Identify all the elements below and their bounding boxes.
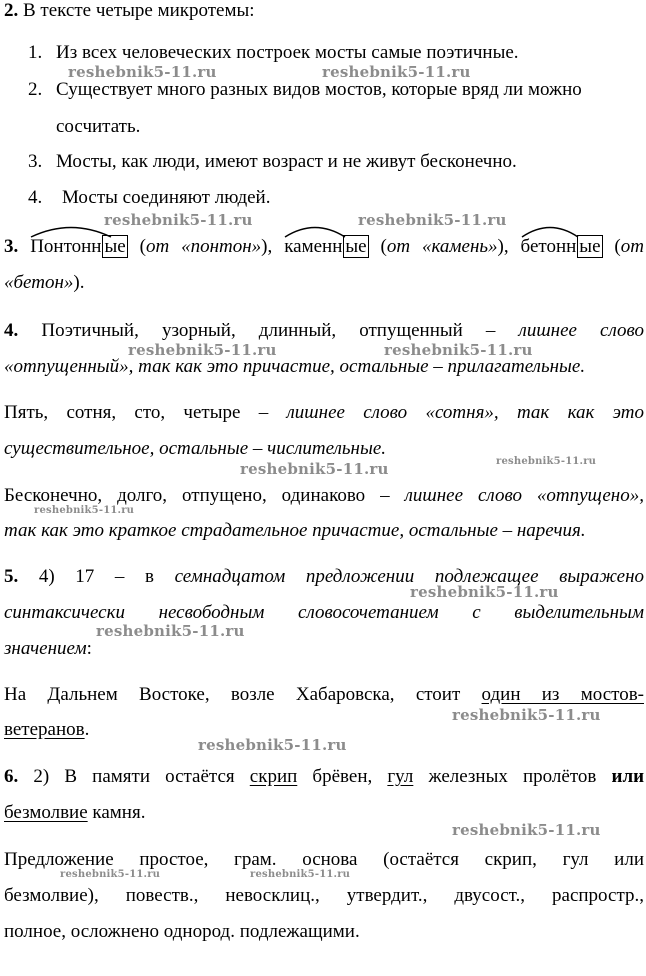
conjunction: или	[611, 766, 645, 787]
watermark: reshebnik5-11.ru	[410, 583, 559, 601]
task-5-line-2	[4, 602, 644, 624]
list-item	[28, 42, 519, 64]
watermark: reshebnik5-11.ru	[34, 505, 135, 516]
word-betonnye	[521, 236, 603, 258]
task-6-analysis-line-3	[4, 921, 644, 943]
watermark: reshebnik5-11.ru	[96, 622, 245, 640]
task-4-line-1	[4, 320, 644, 342]
underlined-subject: ветеранов	[4, 719, 85, 740]
root-arc-icon	[30, 224, 112, 238]
task-6-line-1	[4, 766, 644, 788]
word-root: бетонн	[520, 236, 577, 257]
task-3-line-1: 3. Понтонн ые (от «понтон»), каменн ые (от «камень»), бетонн ые (от	[4, 236, 644, 258]
punctuation: .	[84, 719, 90, 740]
explanation: семнадцатом предложении подлежащее выражено	[174, 566, 645, 587]
explanation: «отпущенный», так как это причастие, остальные – прилагательные.	[4, 356, 586, 377]
origin-note: от	[620, 236, 644, 257]
task-number: 3.	[4, 236, 19, 257]
task-5-line-3	[4, 638, 644, 660]
list-text: Мосты соединяют людей.	[62, 187, 271, 208]
task-number: 2.	[4, 0, 19, 21]
watermark: reshebnik5-11.ru	[68, 63, 217, 81]
task-3-line-2: «бетон»).	[4, 272, 85, 293]
explanation: существительное, остальные – числительные.	[4, 438, 387, 459]
answer-text: железных пролётов	[428, 766, 597, 787]
watermark: reshebnik5-11.ru	[496, 456, 597, 467]
list-text: Из всех человеческих построек мосты самые поэтичные.	[56, 42, 519, 63]
list-item-continuation	[56, 116, 140, 138]
list-number: 2.	[28, 79, 43, 100]
underlined-subject: один из мостов-	[481, 684, 644, 705]
analysis-text: Предложение простое, грам. основа (остаётся скрип, гул или	[4, 849, 644, 870]
watermark: reshebnik5-11.ru	[322, 63, 471, 81]
task-6-analysis-line-2	[4, 885, 644, 907]
word-pontonnye	[30, 236, 127, 258]
task-4-line-5	[4, 485, 644, 507]
ending-box: ые	[104, 236, 126, 257]
task-4-line-6	[4, 520, 644, 542]
punctuation: :	[86, 638, 92, 659]
origin-note: «бетон»	[4, 272, 74, 293]
explanation: лишнее слово «отпущено»,	[404, 485, 644, 506]
list-item	[28, 187, 271, 209]
watermark: reshebnik5-11.ru	[452, 821, 601, 839]
underlined-subject: скрип	[249, 766, 298, 787]
word-group: Пять, сотня, сто, четыре –	[4, 402, 269, 423]
word-group: Бесконечно, долго, отпущено, одинаково –	[4, 485, 390, 506]
root-arc-icon	[521, 224, 579, 238]
watermark: reshebnik5-11.ru	[250, 869, 351, 880]
watermark: reshebnik5-11.ru	[104, 211, 253, 229]
task-5-example-line-1	[4, 684, 644, 706]
origin-note: от «камень»	[386, 236, 498, 257]
explanation: так как это краткое страдательное причастие, остальные – наречия.	[4, 520, 586, 541]
explanation: значением	[4, 638, 87, 659]
watermark: reshebnik5-11.ru	[240, 460, 389, 478]
word-group: Поэтичный, узорный, длинный, отпущенный –	[41, 320, 496, 341]
origin-note: от «понтон»	[145, 236, 262, 257]
list-item	[28, 79, 582, 101]
task-number: 4.	[4, 320, 19, 341]
watermark: reshebnik5-11.ru	[60, 869, 161, 880]
word-root: Понтонн	[30, 236, 102, 257]
explanation: лишнее слово «сотня», так как это	[286, 402, 645, 423]
task-number: 6.	[4, 766, 19, 787]
word-root: каменн	[284, 236, 343, 257]
underlined-subject: безмолвие	[4, 802, 88, 823]
watermark: reshebnik5-11.ru	[358, 211, 507, 229]
task-2-intro	[4, 0, 644, 22]
watermark: reshebnik5-11.ru	[198, 736, 347, 754]
list-text: Существует много разных видов мостов, которые вряд ли можно	[56, 79, 582, 100]
word-kamennye	[284, 236, 368, 258]
watermark: reshebnik5-11.ru	[384, 341, 533, 359]
ending-box: ые	[345, 236, 367, 257]
explanation: лишнее слово	[518, 320, 645, 341]
analysis-text: полное, осложнено однород. подлежащими.	[4, 921, 360, 942]
list-text: Мосты, как люди, имеют возраст и не живут бесконечно.	[56, 151, 517, 172]
example-text: На Дальнем Востоке, возле Хабаровска, стоит	[4, 684, 461, 705]
list-item	[28, 151, 517, 173]
task-4-line-3	[4, 402, 644, 424]
explanation: синтаксически несвободным словосочетанием с выделительным	[4, 602, 644, 623]
answer-text: брёвен,	[312, 766, 373, 787]
list-number: 3.	[28, 151, 43, 172]
list-number: 1.	[28, 42, 43, 63]
underlined-subject: гул	[387, 766, 414, 787]
ending-box: ые	[579, 236, 601, 257]
analysis-text: безмолвие), повеств., невосклиц., утвердит., двусост., распростр.,	[4, 885, 644, 906]
task-4-line-2	[4, 356, 644, 378]
answer-text: 2) В памяти остаётся	[33, 766, 235, 787]
answer-text: камня.	[92, 802, 146, 823]
watermark: reshebnik5-11.ru	[452, 706, 601, 724]
task-text: В тексте четыре микротемы:	[23, 0, 255, 21]
list-number: 4.	[28, 187, 43, 208]
watermark: reshebnik5-11.ru	[128, 341, 277, 359]
task-number: 5.	[4, 566, 19, 587]
root-arc-icon	[284, 224, 346, 238]
answer: 4) 17 – в	[38, 566, 154, 587]
task-6-analysis-line-1	[4, 849, 644, 871]
list-text: сосчитать.	[56, 116, 141, 137]
